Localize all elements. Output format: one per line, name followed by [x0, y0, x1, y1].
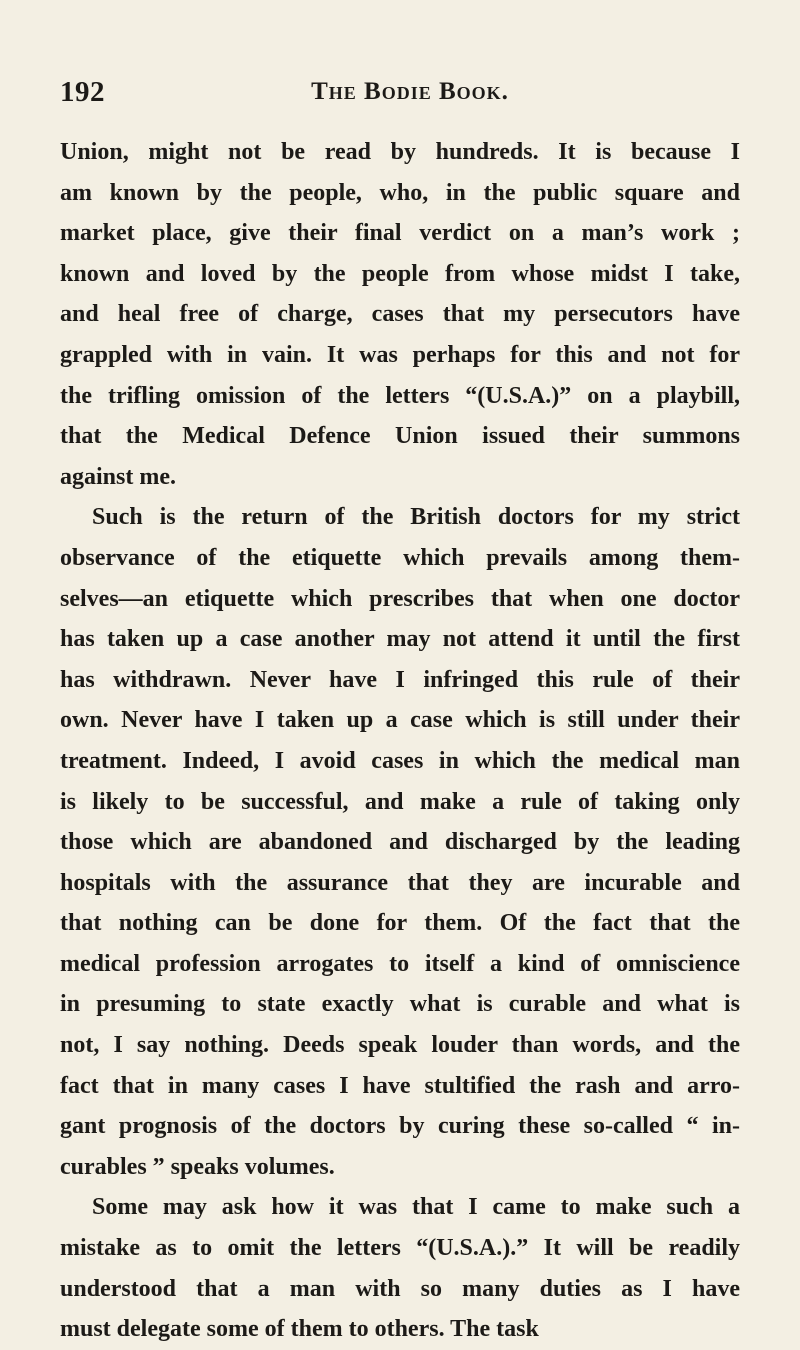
text-line: gant prognosis of the doctors by curing these so-called “ in-	[60, 1113, 740, 1140]
text-line: has taken up a case another may not attend it until the first	[60, 626, 740, 653]
text-line: market place, give their final verdict on a man’s work ;	[60, 220, 740, 247]
running-title: The Bodie Book.	[311, 78, 509, 105]
text-line: own. Never have I taken up a case which is still under their	[60, 707, 740, 734]
text-line: selves—an etiquette which prescribes that when one doctor	[60, 585, 740, 612]
text-line: against me.	[60, 463, 176, 490]
text-line: mistake as to omit the letters “(U.S.A.).” It will be readily	[60, 1235, 740, 1262]
text-line: must delegate some of them to others. The task	[60, 1316, 539, 1343]
text-line: in presuming to state exactly what is curable and what is	[60, 991, 740, 1018]
body-text	[60, 132, 740, 1350]
text-line: curables ” speaks volumes.	[60, 1153, 335, 1180]
text-line: Union, might not be read by hundreds. It is because I	[60, 139, 740, 165]
text-line: is likely to be successful, and make a rule of taking only	[60, 788, 740, 815]
text-line: understood that a man with so many duties as I have	[60, 1275, 740, 1302]
paragraph	[60, 132, 740, 497]
paragraph	[60, 1187, 740, 1349]
text-line: that the Medical Defence Union issued their summons	[60, 423, 740, 450]
text-line: medical profession arrogates to itself a kind of omniscience	[60, 950, 740, 977]
text-line: known and loved by the people from whose midst I take,	[60, 260, 740, 287]
text-line: hospitals with the assurance that they are incurable and	[60, 869, 740, 896]
text-line: grappled with in vain. It was perhaps for this and not for	[60, 341, 740, 368]
text-line: not, I say nothing. Deeds speak louder than words, and the	[60, 1032, 740, 1059]
text-line: and heal free of charge, cases that my persecutors have	[60, 301, 740, 328]
page-number: 192	[60, 76, 105, 108]
text-line: fact that in many cases I have stultified the rash and arro-	[60, 1072, 740, 1099]
text-line: Such is the return of the British doctors for my strict	[92, 504, 740, 531]
running-head	[60, 76, 740, 116]
text-line: those which are abandoned and discharged by the leading	[60, 829, 740, 856]
text-line: that nothing can be done for them. Of the fact that the	[60, 910, 740, 937]
text-line: Some may ask how it was that I came to make such a	[92, 1194, 740, 1221]
text-line: am known by the people, who, in the public square and	[60, 179, 740, 206]
paragraph	[60, 497, 740, 1187]
text-line: treatment. Indeed, I avoid cases in which the medical man	[60, 747, 740, 774]
text-line: the trifling omission of the letters “(U.S.A.)” on a playbill,	[60, 382, 740, 409]
text-line: has withdrawn. Never have I infringed this rule of their	[60, 666, 740, 693]
text-line: observance of the etiquette which prevails among them-	[60, 544, 740, 571]
